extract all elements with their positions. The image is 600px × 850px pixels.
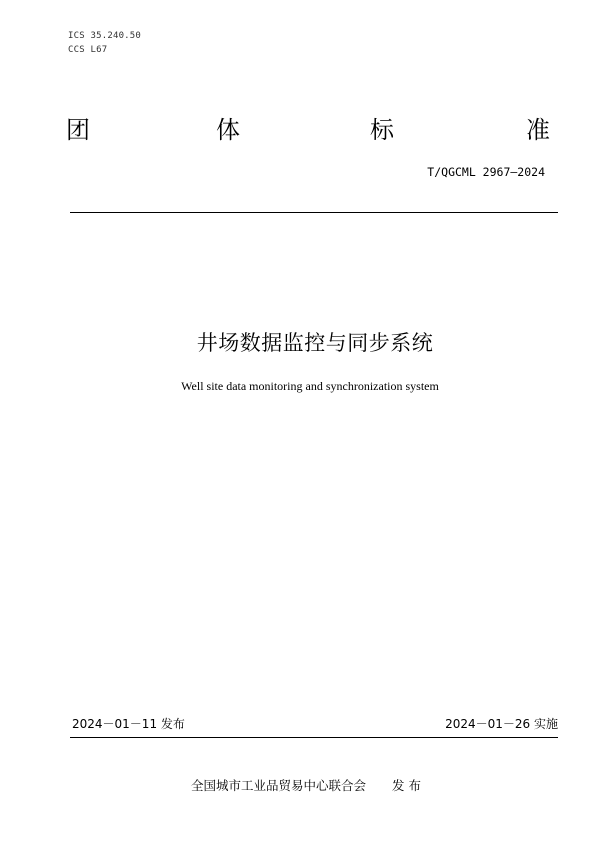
document-title-chinese: 井场数据监控与同步系统 (196, 331, 434, 355)
header-divider (70, 212, 558, 213)
standard-type-char: 体 (216, 116, 240, 144)
ics-code: ICS 35.240.50 (68, 31, 142, 41)
implementation-date: 2024－01－26 实施 (445, 717, 558, 731)
ccs-code: CCS L67 (68, 45, 108, 55)
standard-number: T/QGCML 2967—2024 (427, 165, 545, 179)
document-title-english: Well site data monitoring and synchronization system (181, 379, 439, 393)
publisher-name: 全国城市工业品贸易中心联合会 (191, 778, 367, 793)
standard-type-char: 团 (66, 116, 90, 144)
footer-divider (70, 737, 558, 738)
standard-type-char: 准 (526, 116, 550, 144)
publisher-line (0, 777, 600, 795)
publish-action: 发 布 (392, 778, 421, 793)
standard-type-heading (60, 113, 560, 147)
standard-type-char: 标 (370, 116, 394, 144)
issue-date: 2024－01－11 发布 (72, 717, 185, 731)
